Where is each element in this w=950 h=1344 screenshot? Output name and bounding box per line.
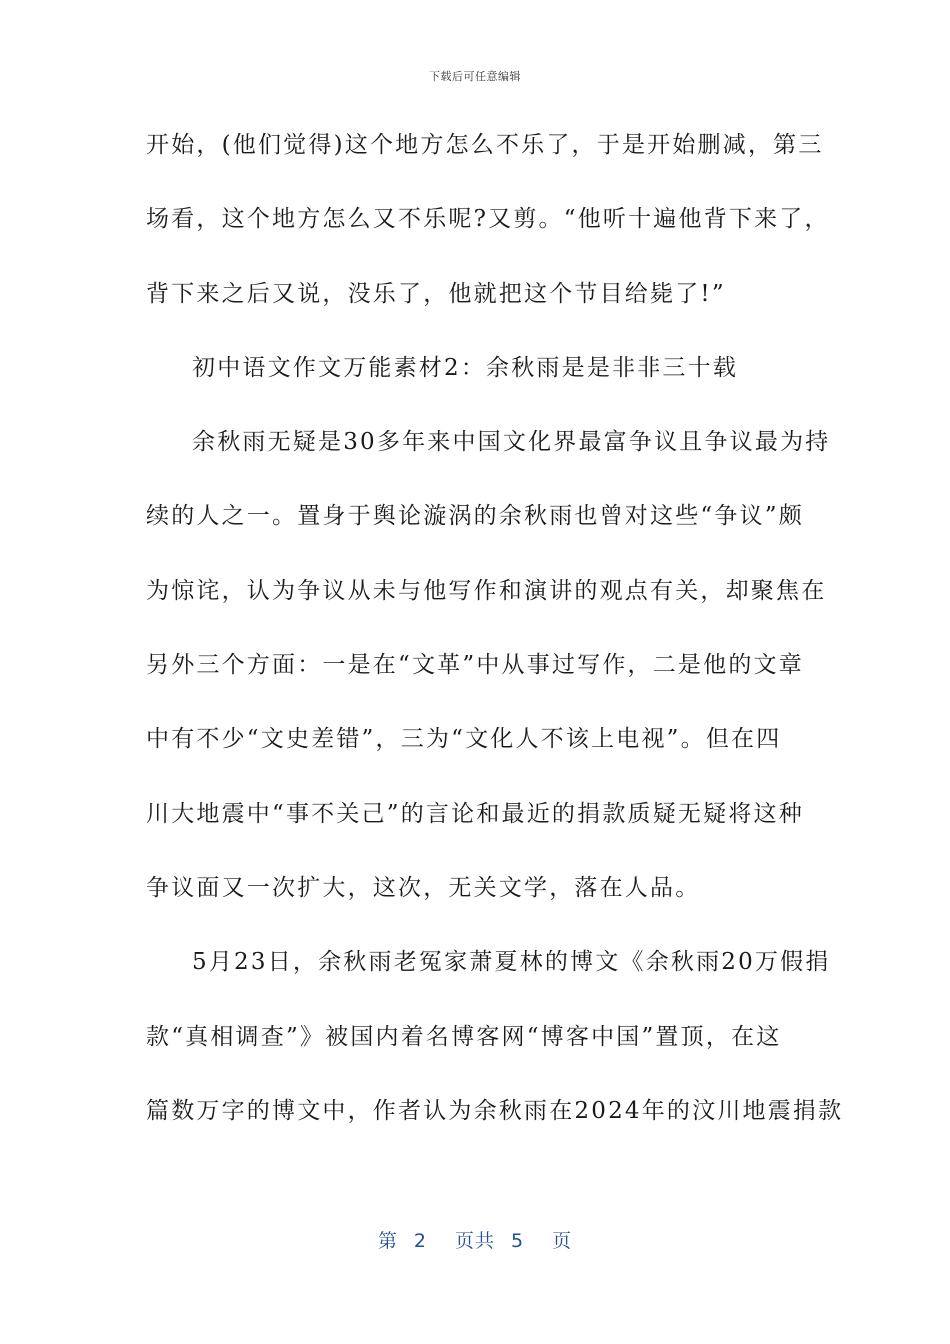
text-line: 中有不少“文史差错”，三为“文化人不该上电视”。但在四 — [146, 726, 782, 753]
footer-middle: 页共 — [454, 1230, 495, 1252]
text-line: 余秋雨无疑是30多年来中国文化界最富争议且争议最为持 — [192, 429, 831, 456]
text-line: 篇数万字的博文中，作者认为余秋雨在2024年的汶川地震捐款 — [146, 1097, 844, 1124]
text-line: 续的人之一。置身于舆论漩涡的余秋雨也曾对这些“争议”颇 — [146, 503, 804, 530]
total-pages-number: 5 — [511, 1230, 525, 1252]
text-line: 争议面又一次扩大，这次，无关文学，落在人品。 — [146, 874, 701, 901]
text-line: 款“真相调查”》被国内着名博客网“博客中国”置顶，在这 — [146, 1023, 782, 1050]
text-line: 场看，这个地方怎么又不乐呢?又剪。“他听十遍他背下来了， — [146, 206, 830, 233]
page-header-note: 下载后可任意编辑 — [429, 70, 521, 83]
footer-prefix: 第 — [377, 1230, 398, 1252]
current-page-number: 2 — [413, 1230, 427, 1252]
text-line: 川大地震中“事不关己”的言论和最近的捐款质疑无疑将这种 — [146, 800, 804, 827]
section-heading: 初中语文作文万能素材2：余秋雨是是非非三十载 — [192, 354, 739, 381]
text-line: 开始，(他们觉得)这个地方怎么不乐了，于是开始删减，第三 — [146, 132, 824, 158]
page-number-footer — [0, 1226, 950, 1253]
text-line: 为惊诧，认为争议从未与他写作和演讲的观点有关，却聚焦在 — [146, 577, 827, 604]
footer-suffix: 页 — [552, 1230, 573, 1252]
text-line: 背下来之后又说，没乐了，他就把这个节目给毙了!” — [146, 280, 726, 307]
document-body — [146, 124, 844, 1164]
text-line: 另外三个方面：一是在“文革”中从事过写作，二是他的文章 — [146, 652, 804, 679]
text-line: 5月23日，余秋雨老冤家萧夏林的博文《余秋雨20万假捐 — [192, 949, 831, 976]
